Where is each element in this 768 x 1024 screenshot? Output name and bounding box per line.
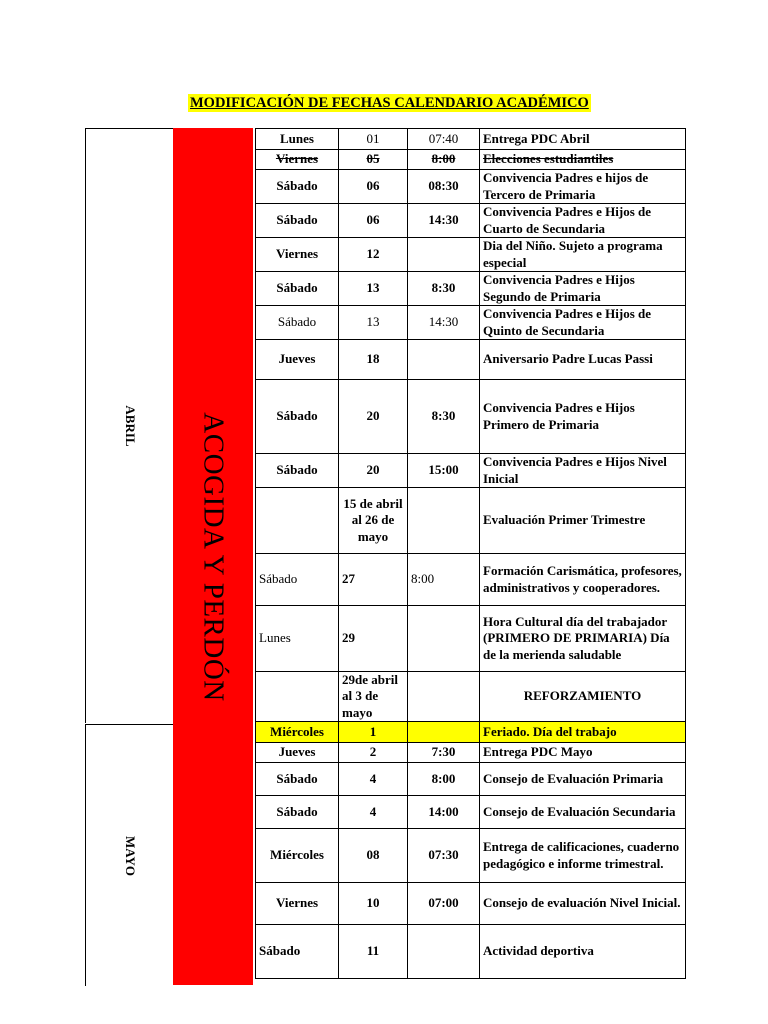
time-cell	[408, 238, 480, 272]
day-cell: Sábado	[256, 306, 339, 340]
day-cell: Sábado	[256, 763, 339, 796]
table-row	[256, 340, 686, 380]
day-cell: Sábado	[256, 925, 339, 979]
date-cell: 05	[339, 150, 408, 170]
time-cell: 8:30	[408, 272, 480, 306]
table-row	[256, 380, 686, 454]
time-cell: 07:40	[408, 129, 480, 150]
date-cell: 10	[339, 883, 408, 925]
event-cell: Actividad deportiva	[480, 925, 686, 979]
day-cell: Sábado	[256, 272, 339, 306]
day-cell: Viernes	[256, 883, 339, 925]
table-row	[256, 925, 686, 979]
event-cell: Convivencia Padres e Hijos Segundo de Primaria	[480, 272, 686, 306]
time-cell	[408, 672, 480, 722]
day-cell	[256, 488, 339, 554]
time-cell	[408, 722, 480, 743]
table-row	[256, 554, 686, 606]
date-cell: 1	[339, 722, 408, 743]
date-cell: 13	[339, 306, 408, 340]
date-cell: 12	[339, 238, 408, 272]
time-cell	[408, 606, 480, 672]
date-cell: 01	[339, 129, 408, 150]
day-cell: Lunes	[256, 129, 339, 150]
date-cell: 2	[339, 743, 408, 763]
month-label-april: ABRIL	[123, 405, 138, 447]
day-cell: Sábado	[256, 454, 339, 488]
table-row	[256, 129, 686, 150]
day-cell: Sábado	[256, 170, 339, 204]
day-cell: Miércoles	[256, 829, 339, 883]
table-row	[256, 743, 686, 763]
table-row	[256, 488, 686, 554]
event-cell: Convivencia Padres e hijos de Tercero de Primaria	[480, 170, 686, 204]
table-row	[256, 170, 686, 204]
calendar-table	[255, 128, 686, 979]
date-cell: 13	[339, 272, 408, 306]
date-cell: 27	[339, 554, 408, 606]
table-row	[256, 796, 686, 829]
date-cell: 18	[339, 340, 408, 380]
time-cell: 14:30	[408, 306, 480, 340]
event-cell: Elecciones estudiantiles	[480, 150, 686, 170]
time-cell: 15:00	[408, 454, 480, 488]
table-row	[256, 883, 686, 925]
event-cell: Evaluación Primer Trimestre	[480, 488, 686, 554]
date-cell: 4	[339, 796, 408, 829]
event-cell: Entrega de calificaciones, cuaderno pedagógico e informe trimestral.	[480, 829, 686, 883]
date-cell: 20	[339, 380, 408, 454]
table-row	[256, 454, 686, 488]
event-cell: Entrega PDC Mayo	[480, 743, 686, 763]
date-cell: 4	[339, 763, 408, 796]
day-cell: Jueves	[256, 340, 339, 380]
day-cell: Sábado	[256, 554, 339, 606]
table-row	[256, 238, 686, 272]
table-row	[256, 606, 686, 672]
date-cell: 06	[339, 170, 408, 204]
time-cell	[408, 925, 480, 979]
document-title: MODIFICACIÓN DE FECHAS CALENDARIO ACADÉMICO	[190, 95, 589, 111]
event-cell: Convivencia Padres e Hijos de Cuarto de Secundaria	[480, 204, 686, 238]
date-cell: 11	[339, 925, 408, 979]
event-cell: Convivencia Padres e Hijos de Quinto de Secundaria	[480, 306, 686, 340]
event-cell: Dia del Niño. Sujeto a programa especial	[480, 238, 686, 272]
time-cell: 07:00	[408, 883, 480, 925]
day-cell: Viernes	[256, 150, 339, 170]
time-cell: 07:30	[408, 829, 480, 883]
day-cell: Lunes	[256, 606, 339, 672]
event-cell: Entrega PDC Abril	[480, 129, 686, 150]
table-row	[256, 272, 686, 306]
event-cell: REFORZAMIENTO	[480, 672, 686, 722]
time-cell: 7:30	[408, 743, 480, 763]
day-cell: Sábado	[256, 380, 339, 454]
time-cell: 14:00	[408, 796, 480, 829]
table-row	[256, 306, 686, 340]
table-row	[256, 204, 686, 238]
table-row	[256, 763, 686, 796]
event-cell: Convivencia Padres e Hijos Primero de Primaria	[480, 380, 686, 454]
time-cell: 14:30	[408, 204, 480, 238]
time-cell: 8:00	[408, 763, 480, 796]
day-cell: Miércoles	[256, 722, 339, 743]
day-cell: Sábado	[256, 796, 339, 829]
time-cell	[408, 340, 480, 380]
month-label-may: MAYO	[123, 835, 138, 876]
table-row	[256, 722, 686, 743]
time-cell: 8:30	[408, 380, 480, 454]
event-cell: Formación Carismática, profesores, administrativos y cooperadores.	[480, 554, 686, 606]
event-cell: Consejo de Evaluación Secundaria	[480, 796, 686, 829]
event-cell: Hora Cultural día del trabajador (PRIMERO DE PRIMARIA) Día de la merienda saludable	[480, 606, 686, 672]
date-cell: 29	[339, 606, 408, 672]
theme-label: ACOGIDA Y PERDÓN	[197, 411, 230, 702]
date-cell: 06	[339, 204, 408, 238]
day-cell	[256, 672, 339, 722]
table-row	[256, 150, 686, 170]
time-cell: 8:00	[408, 554, 480, 606]
event-cell: Consejo de evaluación Nivel Inicial.	[480, 883, 686, 925]
time-cell	[408, 488, 480, 554]
month-cell-april	[85, 128, 174, 723]
table-row	[256, 829, 686, 883]
event-cell: Consejo de Evaluación Primaria	[480, 763, 686, 796]
event-cell: Convivencia Padres e Hijos Nivel Inicial	[480, 454, 686, 488]
day-cell: Sábado	[256, 204, 339, 238]
event-cell: Aniversario Padre Lucas Passi	[480, 340, 686, 380]
day-cell: Jueves	[256, 743, 339, 763]
date-cell: 15 de abril al 26 de mayo	[339, 488, 408, 554]
month-cell-may	[85, 724, 174, 986]
theme-band	[173, 128, 253, 985]
date-cell: 08	[339, 829, 408, 883]
date-cell: 29de abril al 3 de mayo	[339, 672, 408, 722]
date-cell: 20	[339, 454, 408, 488]
table-row	[256, 672, 686, 722]
time-cell: 8:00	[408, 150, 480, 170]
event-cell: Feriado. Día del trabajo	[480, 722, 686, 743]
day-cell: Viernes	[256, 238, 339, 272]
time-cell: 08:30	[408, 170, 480, 204]
